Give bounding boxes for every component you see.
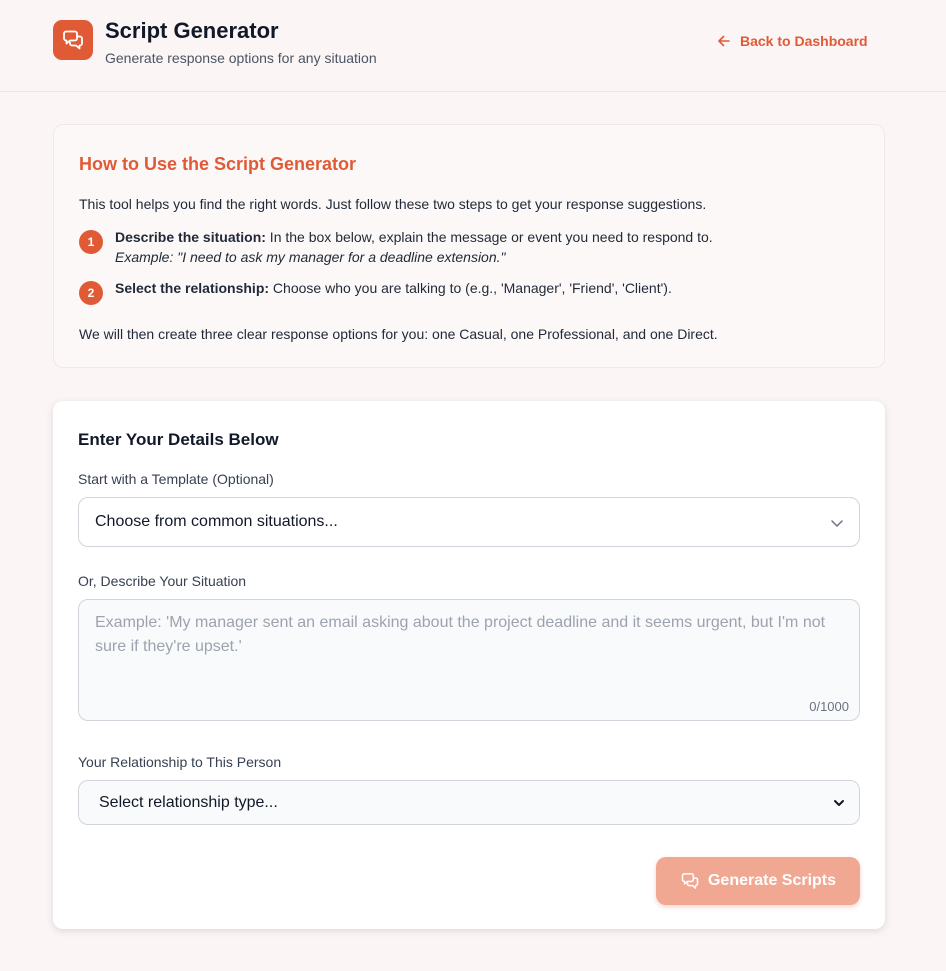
page-subtitle: Generate response options for any situation xyxy=(105,50,377,66)
generate-scripts-button[interactable] xyxy=(656,857,860,905)
step-text xyxy=(115,227,713,267)
details-form xyxy=(53,401,885,929)
relationship-selected-value: Select relationship type... xyxy=(99,793,278,811)
template-selected-value: Choose from common situations... xyxy=(95,513,338,530)
character-counter: 0/1000 xyxy=(809,699,849,714)
chevron-down-icon xyxy=(833,797,845,809)
form-title: Enter Your Details Below xyxy=(78,430,279,449)
chat-bubbles-icon xyxy=(61,28,85,52)
step-description: In the box below, explain the message or event you need to respond to. xyxy=(265,229,713,245)
how-to-panel xyxy=(53,124,885,368)
chat-bubbles-icon xyxy=(680,871,700,891)
template-dropdown[interactable] xyxy=(78,497,860,547)
situation-field xyxy=(78,599,860,721)
relationship-label: Your Relationship to This Person xyxy=(78,754,282,770)
relationship-select[interactable] xyxy=(78,780,860,825)
app-header xyxy=(0,0,946,92)
step-example: Example: "I need to ask my manager for a deadline extension." xyxy=(115,249,506,265)
step-item xyxy=(79,278,672,305)
page-title: Script Generator xyxy=(105,18,279,43)
chevron-down-icon xyxy=(829,515,845,531)
how-to-title: How to Use the Script Generator xyxy=(79,154,357,174)
situation-textarea[interactable] xyxy=(79,600,859,720)
back-to-dashboard-link[interactable] xyxy=(716,33,868,49)
app-logo xyxy=(53,20,93,60)
situation-label: Or, Describe Your Situation xyxy=(78,573,247,589)
template-label: Start with a Template (Optional) xyxy=(78,471,274,487)
back-link-label: Back to Dashboard xyxy=(740,33,868,49)
step-number-badge: 1 xyxy=(79,230,103,254)
how-to-intro: This tool helps you find the right words. Just follow these two steps to get your response suggestions. xyxy=(79,196,707,212)
step-item xyxy=(79,227,713,267)
step-heading: Describe the situation: xyxy=(115,229,266,245)
step-number-badge: 2 xyxy=(79,281,103,305)
generate-button-label: Generate Scripts xyxy=(707,872,837,889)
step-description: Choose who you are talking to (e.g., 'Manager', 'Friend', 'Client'). xyxy=(269,280,672,296)
arrow-left-icon xyxy=(716,33,732,49)
step-text xyxy=(115,278,672,298)
step-heading: Select the relationship: xyxy=(115,280,270,296)
how-to-outro: We will then create three clear response options for you: one Casual, one Professional, and one Direct. xyxy=(79,326,718,342)
